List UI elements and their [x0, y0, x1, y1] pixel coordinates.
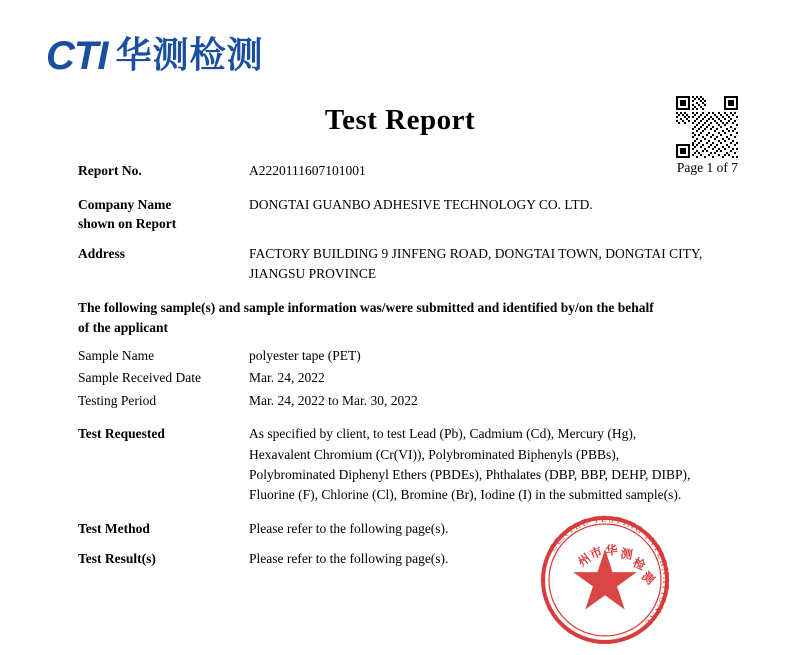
- test-requested-line-2: Hexavalent Chromium (Cr(VI)), Polybrominated Biphenyls (PBBs),: [249, 446, 620, 462]
- sample-received-label: Sample Received Date: [78, 370, 201, 386]
- sample-name-value: polyester tape (PET): [249, 347, 361, 363]
- field-testing-period: [78, 391, 738, 411]
- address-value: [249, 244, 738, 285]
- company-name-label: [78, 195, 249, 234]
- submitted-statement-line1: The following sample(s) and sample information was/were submitted and identified by/on the behalf: [78, 300, 654, 316]
- svg-text:华: 华: [604, 542, 619, 558]
- company-logo: [46, 32, 263, 80]
- test-requested-line-3: Polybrominated Diphenyl Ethers (PBDEs), Phthalates (DBP, BBP, DEHP, DIBP),: [249, 466, 691, 482]
- submitted-statement-line2: of the applicant: [78, 320, 169, 336]
- page-indicator: Page 1 of 7: [676, 160, 738, 175]
- testing-period-value: Mar. 24, 2022 to Mar. 30, 2022: [249, 392, 418, 408]
- logo-chinese-text: 华测检测: [115, 35, 264, 76]
- submitted-statement: [78, 298, 738, 339]
- test-method-label: Test Method: [78, 521, 150, 537]
- svg-text:CENTRE TESTING INTERNATIONAL: CENTRE TESTING INTERNATIONAL: [548, 514, 671, 629]
- svg-text:测: 测: [619, 546, 634, 563]
- logo-latin-text: CTI: [46, 34, 108, 78]
- svg-text:市: 市: [587, 544, 605, 562]
- sample-name-label: Sample Name: [78, 347, 155, 363]
- test-method-value: Please refer to the following page(s).: [249, 521, 449, 537]
- address-label: Address: [78, 245, 126, 261]
- test-requested-value: [249, 424, 738, 505]
- field-address: [78, 244, 738, 285]
- test-requested-line-4: Fluorine (F), Chlorine (Cl), Bromine (Br), Iodine (I) in the submitted sample(s).: [249, 487, 682, 503]
- report-no-value: A2220111607101001: [249, 163, 366, 178]
- test-requested-label: Test Requested: [78, 426, 165, 442]
- test-results-value: Please refer to the following page(s).: [249, 550, 449, 566]
- svg-text:州: 州: [575, 550, 594, 570]
- address-value-line2: JIANGSU PROVINCE: [249, 265, 377, 281]
- page-title: Test Report: [324, 104, 476, 136]
- test-requested-line-1: As specified by client, to test Lead (Pb), Cadmium (Cd), Mercury (Hg),: [249, 426, 637, 442]
- testing-period-label: Testing Period: [78, 392, 157, 408]
- field-sample-received-date: [78, 368, 738, 388]
- company-seal-stamp: [530, 505, 680, 655]
- sample-received-value: Mar. 24, 2022: [249, 370, 325, 386]
- field-company-name: [78, 195, 738, 234]
- company-name-label-line1: Company Name: [78, 196, 172, 212]
- test-results-label: Test Result(s): [78, 550, 156, 566]
- company-name-value: DONGTAI GUANBO ADHESIVE TECHNOLOGY CO. LTD.: [249, 196, 593, 212]
- field-report-no: [78, 161, 738, 181]
- field-test-requested: [78, 424, 738, 505]
- company-name-label-line2: shown on Report: [78, 216, 177, 232]
- svg-text:检: 检: [630, 555, 648, 573]
- field-sample-name: [78, 346, 738, 366]
- report-no-label: Report No.: [78, 163, 142, 178]
- address-value-line1: FACTORY BUILDING 9 JINFENG ROAD, DONGTAI TOWN, DONGTAI CITY,: [249, 245, 703, 261]
- svg-text:测: 测: [638, 568, 658, 588]
